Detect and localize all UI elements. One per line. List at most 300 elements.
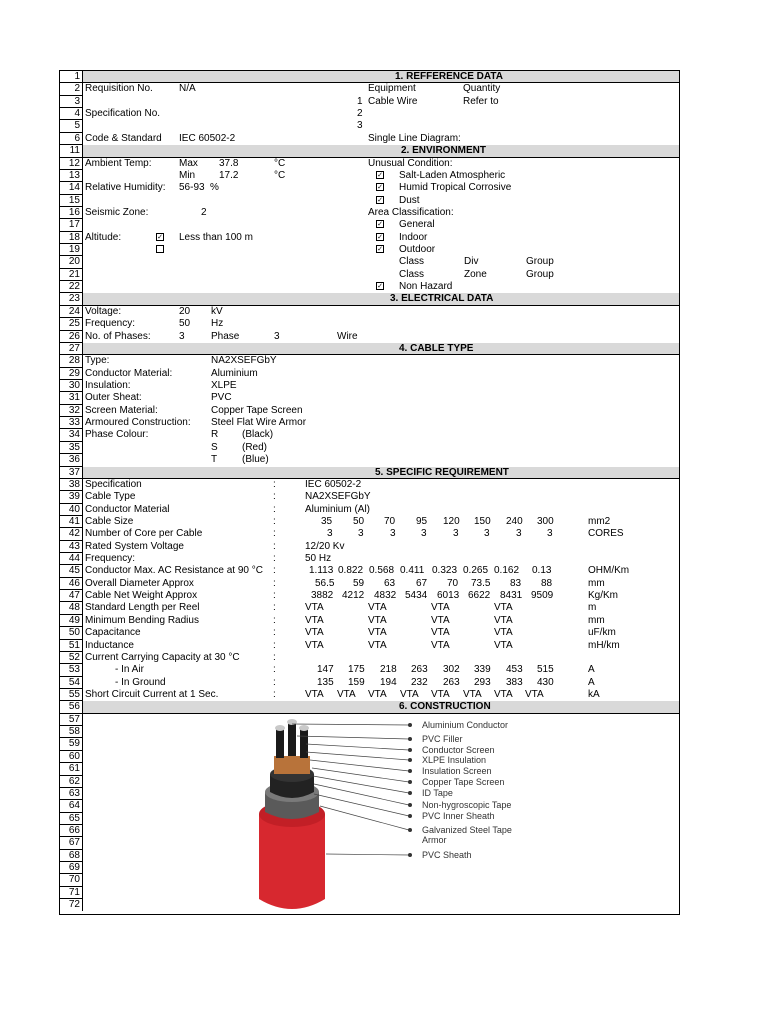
cell-text: 232 bbox=[411, 676, 428, 688]
row-number: 43 bbox=[60, 541, 83, 553]
row-number: 49 bbox=[60, 615, 83, 627]
cell-text: : bbox=[273, 515, 276, 527]
cell-text: : bbox=[273, 627, 276, 639]
row-cells bbox=[83, 467, 679, 479]
cell-text: 3 bbox=[274, 330, 280, 342]
section-header-row bbox=[60, 467, 679, 479]
cell-text: Screen Material: bbox=[85, 404, 158, 416]
row-cells bbox=[83, 219, 679, 231]
cell-text: 6013 bbox=[437, 590, 460, 602]
row-number: 52 bbox=[60, 652, 83, 664]
cell-text: : bbox=[273, 565, 276, 577]
cell-text: 263 bbox=[443, 676, 460, 688]
cell-text: 50 Hz bbox=[305, 553, 332, 565]
row-number: 69 bbox=[60, 862, 83, 874]
cell-text: : bbox=[273, 651, 276, 663]
row-number: 40 bbox=[60, 504, 83, 516]
cell-text: - In Air bbox=[115, 664, 144, 676]
cell-text: Capacitance bbox=[85, 627, 141, 639]
cell-text: VTA bbox=[337, 689, 356, 700]
row-cells bbox=[83, 380, 679, 392]
sheet-row bbox=[60, 602, 679, 614]
row-cells bbox=[83, 108, 679, 120]
cell-text: Specification No. bbox=[85, 108, 161, 120]
cell-text: General bbox=[399, 219, 435, 231]
leader-line bbox=[310, 760, 409, 771]
cell-text: mH/km bbox=[588, 639, 620, 651]
cell-text: VTA bbox=[368, 639, 387, 651]
row-cells bbox=[83, 182, 679, 194]
row-cells bbox=[83, 269, 679, 281]
leader-line bbox=[326, 854, 409, 855]
section-header-row bbox=[60, 343, 679, 355]
row-number: 72 bbox=[60, 899, 83, 911]
row-number: 57 bbox=[60, 714, 83, 726]
cell-text: VTA bbox=[368, 689, 387, 700]
sheet-row bbox=[60, 615, 679, 627]
cell-text: : bbox=[273, 602, 276, 614]
leader-dot bbox=[408, 748, 412, 752]
sheet-row bbox=[60, 479, 679, 491]
row-number: 20 bbox=[60, 256, 83, 268]
pvc-sheath-shape bbox=[259, 814, 325, 909]
leader-dot bbox=[408, 758, 412, 762]
cell-text: S bbox=[211, 441, 218, 453]
cell-text: VTA bbox=[368, 602, 387, 614]
row-cells bbox=[83, 195, 679, 207]
sheet-row bbox=[60, 652, 679, 664]
row-cells bbox=[83, 170, 679, 182]
cell-text: VTA bbox=[431, 689, 450, 700]
section-header-row bbox=[60, 71, 679, 83]
construction-label: Armor bbox=[422, 835, 447, 845]
cell-text: Refer to bbox=[463, 95, 499, 107]
row-number: 56 bbox=[60, 701, 83, 713]
sheet-row bbox=[60, 120, 679, 132]
sheet-row bbox=[60, 380, 679, 392]
row-number: 17 bbox=[60, 219, 83, 231]
cell-text: 88 bbox=[541, 577, 553, 589]
leader-line bbox=[320, 806, 409, 830]
cell-text: 135 bbox=[317, 676, 334, 688]
cell-text: OHM/Km bbox=[588, 565, 630, 577]
section-title: 6. CONSTRUCTION bbox=[399, 701, 491, 713]
cell-text: 59 bbox=[353, 577, 365, 589]
sheet-row bbox=[60, 108, 679, 120]
cell-text: Type: bbox=[85, 355, 110, 367]
row-number: 58 bbox=[60, 726, 83, 738]
cell-text: VTA bbox=[431, 614, 450, 626]
sheet-row bbox=[60, 627, 679, 639]
row-number: 45 bbox=[60, 565, 83, 577]
cell-text: (Red) bbox=[242, 441, 268, 453]
leader-dot bbox=[408, 769, 412, 773]
cell-text: 240 bbox=[506, 515, 523, 527]
cell-text: : bbox=[273, 639, 276, 651]
row-number: 46 bbox=[60, 578, 83, 590]
sheet-row bbox=[60, 689, 679, 701]
cell-text: Ambient Temp: bbox=[85, 157, 152, 169]
leader-line bbox=[313, 776, 409, 793]
section-header-row bbox=[60, 145, 679, 157]
cell-text: 515 bbox=[537, 664, 554, 676]
leader-dot bbox=[408, 737, 412, 741]
construction-label: Aluminium Conductor bbox=[422, 720, 509, 730]
cell-text: Number of Core per Cable bbox=[85, 528, 203, 540]
leader-line bbox=[306, 744, 409, 750]
cell-text: 50 bbox=[179, 318, 191, 330]
row-number: 16 bbox=[60, 207, 83, 219]
row-cells bbox=[83, 689, 679, 701]
cell-text: : bbox=[273, 590, 276, 602]
cell-text: VTA bbox=[400, 689, 419, 700]
row-number: 50 bbox=[60, 627, 83, 639]
row-number: 19 bbox=[60, 244, 83, 256]
section-title: 1. REFFERENCE DATA bbox=[395, 71, 503, 82]
cell-text: 0.162 bbox=[494, 565, 520, 577]
row-number: 55 bbox=[60, 689, 83, 701]
cell-text: kV bbox=[211, 305, 223, 317]
cell-text: Aluminium (Al) bbox=[305, 503, 371, 515]
cell-text: 3 bbox=[357, 120, 363, 132]
cell-text: 5434 bbox=[405, 590, 428, 602]
row-number: 25 bbox=[60, 318, 83, 330]
construction-label: Galvanized Steel Tape bbox=[422, 825, 512, 835]
row-number: 42 bbox=[60, 528, 83, 540]
checkbox[interactable]: ✓ bbox=[377, 233, 383, 241]
cell-text: 175 bbox=[348, 664, 365, 676]
cell-text: m bbox=[588, 602, 597, 614]
cell-text: NA2XSEFGbY bbox=[305, 491, 371, 503]
row-cells bbox=[83, 405, 679, 417]
row-number: 24 bbox=[60, 306, 83, 318]
row-number: 31 bbox=[60, 392, 83, 404]
row-number: 68 bbox=[60, 850, 83, 862]
cell-text: Code & Standard bbox=[85, 132, 162, 144]
cell-text: : bbox=[273, 689, 276, 700]
row-number: 62 bbox=[60, 776, 83, 788]
cell-text: 0.411 bbox=[400, 565, 425, 577]
cell-text: 0.822 bbox=[338, 565, 364, 577]
cell-text: CORES bbox=[588, 528, 624, 540]
row-number: 23 bbox=[60, 293, 83, 305]
cell-text: : bbox=[273, 528, 276, 540]
cell-text: 1.113 bbox=[309, 565, 334, 577]
construction-label: PVC Filler bbox=[422, 734, 463, 744]
cell-text: : bbox=[273, 614, 276, 626]
row-number: 38 bbox=[60, 479, 83, 491]
row-number: 29 bbox=[60, 368, 83, 380]
sheet-row bbox=[60, 454, 679, 466]
cell-text: Relative Humidity: bbox=[85, 182, 166, 194]
row-cells bbox=[83, 602, 679, 614]
row-cells bbox=[83, 158, 679, 170]
row-number: 28 bbox=[60, 355, 83, 367]
cell-text: uF/km bbox=[588, 627, 616, 639]
sheet-row bbox=[60, 516, 679, 528]
row-number: 5 bbox=[60, 120, 83, 132]
cell-text: Zone bbox=[464, 268, 487, 280]
row-number: 13 bbox=[60, 170, 83, 182]
leader-dot bbox=[408, 791, 412, 795]
cable-cross-section-image bbox=[84, 714, 679, 915]
cell-text: 430 bbox=[537, 676, 554, 688]
row-cells bbox=[83, 541, 679, 553]
row-number: 32 bbox=[60, 405, 83, 417]
cell-text: 20 bbox=[179, 305, 191, 317]
cell-text: Class bbox=[399, 268, 425, 280]
cell-text: NA2XSEFGbY bbox=[211, 355, 277, 367]
sheet-row bbox=[60, 207, 679, 219]
cell-text: : bbox=[273, 478, 276, 490]
construction-diagram bbox=[84, 714, 679, 915]
cell-text: 453 bbox=[506, 664, 523, 676]
section-title: 5. SPECIFIC REQUIREMENT bbox=[375, 466, 509, 478]
cell-text: N/A bbox=[179, 83, 196, 95]
row-number: 71 bbox=[60, 887, 83, 899]
row-number: 70 bbox=[60, 874, 83, 886]
row-number: 33 bbox=[60, 417, 83, 429]
construction-label: PVC Sheath bbox=[422, 850, 472, 860]
data-sheet bbox=[59, 70, 680, 915]
row-cells bbox=[83, 701, 679, 713]
cell-text: 3 bbox=[358, 528, 364, 540]
cell-text: Specification bbox=[85, 478, 142, 490]
leader-line bbox=[314, 794, 409, 816]
row-cells bbox=[83, 96, 679, 108]
sheet-row bbox=[60, 491, 679, 503]
cell-text: Max bbox=[179, 157, 198, 169]
cell-text: : bbox=[273, 553, 276, 565]
row-number: 27 bbox=[60, 343, 83, 355]
row-cells bbox=[83, 627, 679, 639]
leader-dot bbox=[408, 853, 412, 857]
cell-text: : bbox=[273, 491, 276, 503]
sheet-row bbox=[60, 640, 679, 652]
cell-text: VTA bbox=[494, 614, 513, 626]
cell-text: Quantity bbox=[463, 83, 501, 95]
row-cells bbox=[83, 553, 679, 565]
cell-text: : bbox=[273, 577, 276, 589]
cell-text: 3 bbox=[453, 528, 459, 540]
row-number: 47 bbox=[60, 590, 83, 602]
cell-text: Cable Size bbox=[85, 515, 134, 527]
sheet-row bbox=[60, 590, 679, 602]
row-cells bbox=[83, 331, 679, 343]
section-header-row bbox=[60, 701, 679, 713]
row-cells bbox=[83, 207, 679, 219]
leader-line bbox=[306, 752, 409, 760]
row-cells bbox=[83, 244, 679, 256]
sheet-row bbox=[60, 664, 679, 676]
row-number: 26 bbox=[60, 331, 83, 343]
cell-text: Min bbox=[179, 169, 196, 181]
row-number: 54 bbox=[60, 677, 83, 689]
row-number: 60 bbox=[60, 751, 83, 763]
checkbox[interactable]: ✓ bbox=[157, 233, 163, 241]
cell-text: Kg/Km bbox=[588, 590, 619, 602]
row-cells bbox=[83, 355, 679, 367]
cell-text: VTA bbox=[494, 689, 513, 700]
cell-text: mm bbox=[588, 614, 605, 626]
construction-label: Non-hygroscopic Tape bbox=[422, 800, 512, 810]
cell-text: 70 bbox=[447, 577, 459, 589]
row-number: 65 bbox=[60, 813, 83, 825]
cell-text: Phase Colour: bbox=[85, 429, 149, 441]
row-cells bbox=[83, 640, 679, 652]
cell-text: XLPE bbox=[211, 380, 237, 391]
cell-text: T bbox=[211, 454, 218, 466]
cell-text: kA bbox=[588, 689, 600, 700]
cell-text: VTA bbox=[431, 602, 450, 614]
row-number: 1 bbox=[60, 71, 83, 83]
cell-text: Rated System Voltage bbox=[85, 540, 184, 552]
sheet-row bbox=[60, 195, 679, 207]
sheet-row bbox=[60, 528, 679, 540]
sheet-row bbox=[60, 306, 679, 318]
cell-text: 83 bbox=[510, 577, 522, 589]
sheet-row bbox=[60, 677, 679, 689]
cell-text: VTA bbox=[305, 639, 324, 651]
cell-text: Frequency: bbox=[85, 318, 136, 330]
row-cells bbox=[83, 590, 679, 602]
cell-text: Minimum Bending Radius bbox=[85, 614, 199, 626]
row-number: 3 bbox=[60, 96, 83, 108]
checkbox[interactable]: ✓ bbox=[377, 184, 383, 192]
cell-text: °C bbox=[274, 169, 286, 181]
row-number: 15 bbox=[60, 195, 83, 207]
row-number: 2 bbox=[60, 83, 83, 95]
row-number: 64 bbox=[60, 800, 83, 812]
row-cells bbox=[83, 392, 679, 404]
cell-text: 3 bbox=[421, 528, 427, 540]
row-cells bbox=[83, 504, 679, 516]
cell-text: 8431 bbox=[500, 590, 523, 602]
cell-text: Copper Tape Screen bbox=[211, 404, 303, 416]
sheet-row bbox=[60, 331, 679, 343]
sheet-row bbox=[60, 281, 679, 293]
row-cells bbox=[83, 528, 679, 540]
cell-text: 37.8 bbox=[219, 157, 239, 169]
row-cells bbox=[83, 429, 679, 441]
sheet-row bbox=[60, 504, 679, 516]
row-cells bbox=[83, 664, 679, 676]
row-number: 34 bbox=[60, 429, 83, 441]
row-cells bbox=[83, 454, 679, 466]
row-cells bbox=[83, 677, 679, 689]
cell-text: Group bbox=[526, 256, 554, 268]
cell-text: Less than 100 m bbox=[179, 231, 253, 243]
cell-text: - In Ground bbox=[115, 676, 166, 688]
cell-text: (Black) bbox=[242, 429, 274, 441]
row-number: 18 bbox=[60, 232, 83, 244]
leader-dot bbox=[408, 803, 412, 807]
cell-text: Indoor bbox=[399, 231, 428, 243]
cell-text: No. of Phases: bbox=[85, 330, 151, 342]
row-cells bbox=[83, 256, 679, 268]
row-number: 12 bbox=[60, 158, 83, 170]
cell-text: °C bbox=[274, 157, 286, 169]
cell-text: 67 bbox=[416, 577, 428, 589]
cell-text: Current Carrying Capacity at 30 °C bbox=[85, 651, 240, 663]
cell-text: 70 bbox=[384, 515, 396, 527]
cell-text: 9509 bbox=[531, 590, 554, 602]
cell-text: 120 bbox=[443, 515, 460, 527]
sheet-row bbox=[60, 96, 679, 108]
section-title: 4. CABLE TYPE bbox=[399, 342, 474, 354]
sheet-row bbox=[60, 219, 679, 231]
cell-text: 95 bbox=[416, 515, 428, 527]
row-cells bbox=[83, 232, 679, 244]
cell-text: Conductor Material: bbox=[85, 367, 173, 379]
cell-text: 150 bbox=[474, 515, 491, 527]
row-cells bbox=[83, 491, 679, 503]
cell-text: Cable Wire bbox=[368, 95, 418, 107]
cell-text: 383 bbox=[506, 676, 523, 688]
checkbox[interactable]: ✓ bbox=[377, 221, 383, 229]
cell-text: 3 bbox=[179, 330, 185, 342]
sheet-row bbox=[60, 417, 679, 429]
construction-label: XLPE Insulation bbox=[422, 755, 487, 765]
construction-label: PVC Inner Sheath bbox=[422, 811, 495, 821]
cell-text: A bbox=[588, 676, 595, 688]
cell-text: VTA bbox=[368, 614, 387, 626]
leader-line bbox=[312, 768, 409, 782]
cell-text: Aluminium bbox=[211, 367, 258, 379]
checkbox[interactable]: ✓ bbox=[377, 196, 383, 204]
cell-text: VTA bbox=[305, 627, 324, 639]
row-number: 6 bbox=[60, 133, 83, 145]
checkbox[interactable]: ✓ bbox=[377, 246, 383, 254]
row-number: 66 bbox=[60, 825, 83, 837]
sheet-row bbox=[60, 392, 679, 404]
cell-text: mm2 bbox=[588, 515, 611, 527]
cell-text: Seismic Zone: bbox=[85, 206, 149, 218]
construction-label: ID Tape bbox=[422, 788, 453, 798]
sheet-row bbox=[60, 541, 679, 553]
cell-text: 159 bbox=[348, 676, 365, 688]
leader-dot bbox=[408, 723, 412, 727]
row-number: 67 bbox=[60, 837, 83, 849]
cell-text: Overall Diameter Approx bbox=[85, 577, 194, 589]
cell-text: Short Circuit Current at 1 Sec. bbox=[85, 689, 219, 700]
cell-text: 17.2 bbox=[219, 169, 239, 181]
checkbox[interactable] bbox=[156, 245, 164, 253]
cell-text: Unusual Condition: bbox=[368, 157, 453, 169]
sheet-row bbox=[60, 182, 679, 194]
cell-text: VTA bbox=[494, 627, 513, 639]
cell-text: Voltage: bbox=[85, 305, 122, 317]
cell-text: VTA bbox=[305, 614, 324, 626]
cell-text: % bbox=[210, 182, 219, 194]
section-header-row bbox=[60, 293, 679, 305]
row-cells bbox=[83, 615, 679, 627]
cell-text: Conductor Material bbox=[85, 503, 170, 515]
cell-text: : bbox=[273, 676, 276, 688]
checkbox[interactable]: ✓ bbox=[377, 283, 383, 291]
sheet-row bbox=[60, 368, 679, 380]
cell-text: 63 bbox=[384, 577, 396, 589]
cell-text: Div bbox=[464, 256, 479, 268]
row-number: 11 bbox=[60, 145, 83, 157]
section-title: 3. ELECTRICAL DATA bbox=[390, 293, 494, 305]
cell-text: Area Classification: bbox=[368, 206, 454, 218]
cell-text: Insulation: bbox=[85, 380, 131, 391]
cell-text: Equipment bbox=[368, 83, 416, 95]
cell-text: VTA bbox=[431, 627, 450, 639]
cell-text: Hz bbox=[211, 318, 224, 330]
checkbox[interactable]: ✓ bbox=[377, 171, 383, 179]
